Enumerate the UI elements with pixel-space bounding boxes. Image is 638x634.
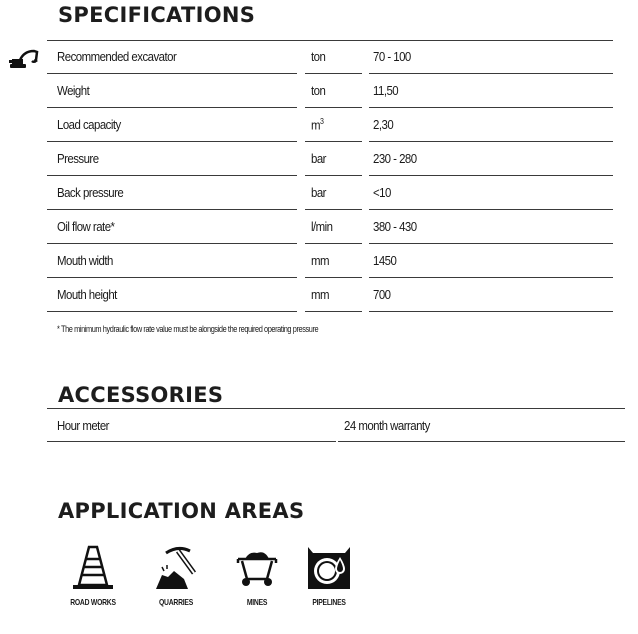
spec-unit: ton [311, 83, 326, 98]
accessory-label: 24 month warranty [344, 418, 430, 433]
spec-label: Weight [57, 83, 90, 98]
spec-value: 70 - 100 [373, 49, 411, 64]
spec-label: Back pressure [57, 185, 124, 200]
traffic-cone-icon [71, 545, 115, 591]
spec-label: Mouth height [57, 287, 117, 302]
spec-label: Recommended excavator [57, 49, 177, 64]
accessories-top-line [47, 408, 625, 409]
table-row [47, 244, 613, 278]
table-row [47, 210, 613, 244]
table-row [47, 142, 613, 176]
mine-cart-icon [235, 545, 279, 591]
spec-label: Load capacity [57, 117, 121, 132]
spec-unit: mm [311, 287, 330, 302]
application-quarries [141, 545, 211, 607]
footnote: * The minimum hydraulic flow rate value must be alongside the required operating pressure [57, 324, 319, 334]
application-pipelines [294, 545, 364, 607]
application-road-works [58, 545, 128, 607]
accessory-item [47, 410, 336, 442]
table-row [47, 74, 613, 108]
table-row [47, 176, 613, 210]
specifications-title: SPECIFICATIONS [58, 3, 256, 27]
spec-unit: mm [311, 253, 330, 268]
spec-value: 11,50 [373, 83, 399, 98]
spec-unit: bar [311, 185, 326, 200]
spec-unit [311, 117, 323, 132]
spec-unit: bar [311, 151, 326, 166]
spec-label: Pressure [57, 151, 99, 166]
spec-label: Mouth width [57, 253, 113, 268]
pickaxe-icon [154, 545, 198, 591]
spec-label: Oil flow rate* [57, 219, 115, 234]
application-label: MINES [246, 597, 268, 607]
spec-value: <10 [373, 185, 391, 200]
spec-value: 230 - 280 [373, 151, 417, 166]
table-row [47, 278, 613, 312]
spec-value: 700 [373, 287, 391, 302]
spec-value: 1450 [373, 253, 397, 268]
table-row [47, 40, 613, 74]
spec-unit: ton [311, 49, 326, 64]
application-mines [222, 545, 292, 607]
accessories-title: ACCESSORIES [58, 383, 224, 407]
unit-base: m [311, 117, 321, 133]
application-label: QUARRIES [159, 597, 193, 607]
unit-superscript: 3 [320, 117, 324, 126]
application-label: PIPELINES [312, 597, 346, 607]
accessory-item [338, 410, 625, 442]
accessory-label: Hour meter [57, 418, 109, 433]
table-row [47, 108, 613, 142]
spec-value: 380 - 430 [373, 219, 417, 234]
spec-value: 2,30 [373, 117, 394, 132]
application-label: ROAD WORKS [70, 597, 116, 607]
pipeline-icon [307, 545, 351, 591]
application-areas-title: APPLICATION AREAS [58, 499, 305, 523]
specifications-table [47, 40, 613, 312]
excavator-icon [8, 47, 40, 71]
spec-unit: l/min [311, 219, 333, 234]
